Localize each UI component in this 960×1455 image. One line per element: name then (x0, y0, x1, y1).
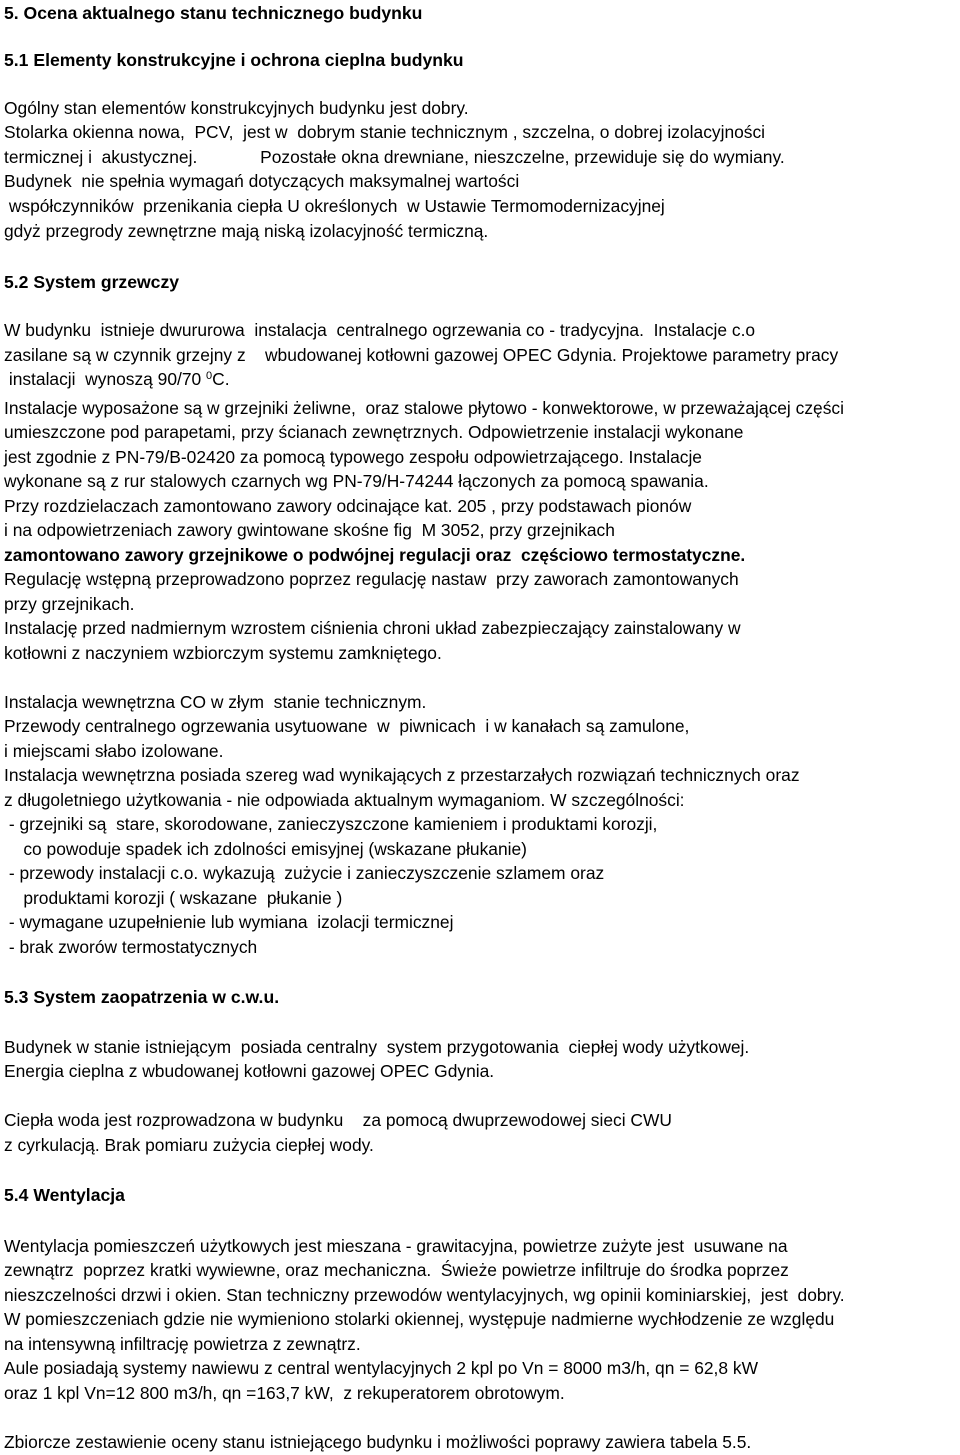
paragraph-line: zewnątrz poprzez kratki wywiewne, oraz mechaniczna. Świeże powietrze infiltruje do środka poprzez (4, 1260, 789, 1280)
paragraph-line: Regulację wstępną przeprowadzono poprzez regulację nastaw przy zaworach zamontowanych (4, 569, 739, 589)
paragraph-line: W budynku istnieje dwururowa instalacja centralnego ogrzewania co - tradycyjna. Instalacje c.o (4, 320, 756, 340)
paragraph-line: Instalację przed nadmiernym wzrostem ciśnienia chroni układ zabezpieczający zainstalowany w (4, 618, 741, 638)
list-item: - brak zworów termostatycznych (4, 937, 258, 957)
paragraph-line: i miejscami słabo izolowane. (4, 741, 224, 761)
section-5-4-heading: 5.4 Wentylacja (4, 1185, 125, 1205)
paragraph-line: Budynek nie spełnia wymagań dotyczących maksymalnej wartości (4, 171, 520, 191)
paragraph-line: Instalacja wewnętrzna CO w złym stanie technicznym. (4, 692, 427, 712)
paragraph-line: umieszczone pod parapetami, przy ścianach zewnętrznych. Odpowietrzenie instalacji wykonane (4, 422, 744, 442)
paragraph-line: oraz 1 kpl Vn=12 800 m3/h, qn =163,7 kW, z rekuperatorem obrotowym. (4, 1383, 565, 1403)
paragraph-line: zasilane są w czynnik grzejny z wbudowanej kotłowni gazowej OPEC Gdynia. Projektowe parametry pracy (4, 345, 839, 365)
section-5-2-heading: 5.2 System grzewczy (4, 272, 180, 292)
paragraph-line: Wentylacja pomieszczeń użytkowych jest mieszana - grawitacyjna, powietrze zużyte jest usuwane na (4, 1236, 788, 1256)
paragraph-line: jest zgodnie z PN-79/B-02420 za pomocą typowego zespołu odpowietrzającego. Instalacje (4, 447, 702, 467)
bold-paragraph-line: zamontowano zawory grzejnikowe o podwójnej regulacji oraz częściowo termostatyczne. (4, 545, 746, 565)
list-item: - wymagane uzupełnienie lub wymiana izolacji termicznej (4, 912, 454, 932)
paragraph-line: Energia cieplna z wbudowanej kotłowni gazowej OPEC Gdynia. (4, 1061, 495, 1081)
paragraph-line: Instalacje wyposażone są w grzejniki żeliwne, oraz stalowe płytowo - konwektorowe, w przeważającej części (4, 398, 844, 418)
paragraph-line: termicznej i akustycznej. Pozostałe okna drewniane, nieszczelne, przewiduje się do wymiany. (4, 147, 785, 167)
paragraph-line: Budynek w stanie istniejącym posiada centralny system przygotowania ciepłej wody użytkowej. (4, 1037, 750, 1057)
text-run: instalacji wynoszą 90/70 (4, 369, 207, 389)
paragraph-line: Aule posiadają systemy nawiewu z central wentylacyjnych 2 kpl po Vn = 8000 m3/h, qn = 62,8 kW (4, 1358, 758, 1378)
paragraph-line: Instalacja wewnętrzna posiada szereg wad wynikających z przestarzałych rozwiązań technicznych oraz (4, 765, 800, 785)
list-item-continuation: co powoduje spadek ich zdolności emisyjnej (wskazane płukanie) (4, 839, 527, 859)
paragraph-line: na intensywną infiltrację powietrza z zewnątrz. (4, 1334, 361, 1354)
paragraph-line (4, 368, 230, 390)
paragraph-line: przy grzejnikach. (4, 594, 135, 614)
paragraph-line: wykonane są z rur stalowych czarnych wg PN-79/H-74244 łączonych za pomocą spawania. (4, 471, 709, 491)
paragraph-line: kotłowni z naczyniem wzbiorczym systemu zamkniętego. (4, 643, 442, 663)
paragraph-line: nieszczelności drzwi i okien. Stan techniczny przewodów wentylacyjnych, wg opinii kominiarskiej, jest dobry. (4, 1285, 845, 1305)
paragraph-line: Ciepła woda jest rozprowadzona w budynku za pomocą dwuprzewodowej sieci CWU (4, 1110, 672, 1130)
superscript-degree: 0 (206, 370, 213, 382)
list-item: - przewody instalacji c.o. wykazują zużycie i zanieczyszczenie szlamem oraz (4, 863, 605, 883)
section-5-heading: 5. Ocena aktualnego stanu technicznego budynku (4, 3, 423, 23)
paragraph-line: Przy rozdzielaczach zamontowano zawory odcinające kat. 205 , przy podstawach pionów (4, 496, 692, 516)
paragraph-line: W pomieszczeniach gdzie nie wymieniono stolarki okiennej, występuje nadmierne wychłodzenie ze względu (4, 1309, 835, 1329)
paragraph-line: z długoletniego użytkowania - nie odpowiada aktualnym wymaganiom. W szczególności: (4, 790, 685, 810)
paragraph-line: Ogólny stan elementów konstrukcyjnych budynku jest dobry. (4, 98, 469, 118)
text-run: C. (212, 369, 230, 389)
paragraph-line: współczynników przenikania ciepła U określonych w Ustawie Termomodernizacyjnej (4, 196, 665, 216)
paragraph-line: gdyż przegrody zewnętrzne mają niską izolacyjność termiczną. (4, 221, 489, 241)
paragraph-line: Przewody centralnego ogrzewania usytuowane w piwnicach i w kanałach są zamulone, (4, 716, 690, 736)
summary-line: Zbiorcze zestawienie oceny stanu istniejącego budynku i możliwości poprawy zawiera tabela 5.5. (4, 1432, 752, 1452)
paragraph-line: Stolarka okienna nowa, PCV, jest w dobrym stanie technicznym , szczelna, o dobrej izolacyjności (4, 122, 766, 142)
section-5-1-heading: 5.1 Elementy konstrukcyjne i ochrona cieplna budynku (4, 50, 464, 70)
list-item-continuation: produktami korozji ( wskazane płukanie ) (4, 888, 343, 908)
list-item: - grzejniki są stare, skorodowane, zanieczyszczone kamieniem i produktami korozji, (4, 814, 658, 834)
paragraph-line: z cyrkulacją. Brak pomiaru zużycia ciepłej wody. (4, 1135, 374, 1155)
paragraph-line: i na odpowietrzeniach zawory gwintowane skośne fig M 3052, przy grzejnikach (4, 520, 615, 540)
section-5-3-heading: 5.3 System zaopatrzenia w c.w.u. (4, 987, 280, 1007)
